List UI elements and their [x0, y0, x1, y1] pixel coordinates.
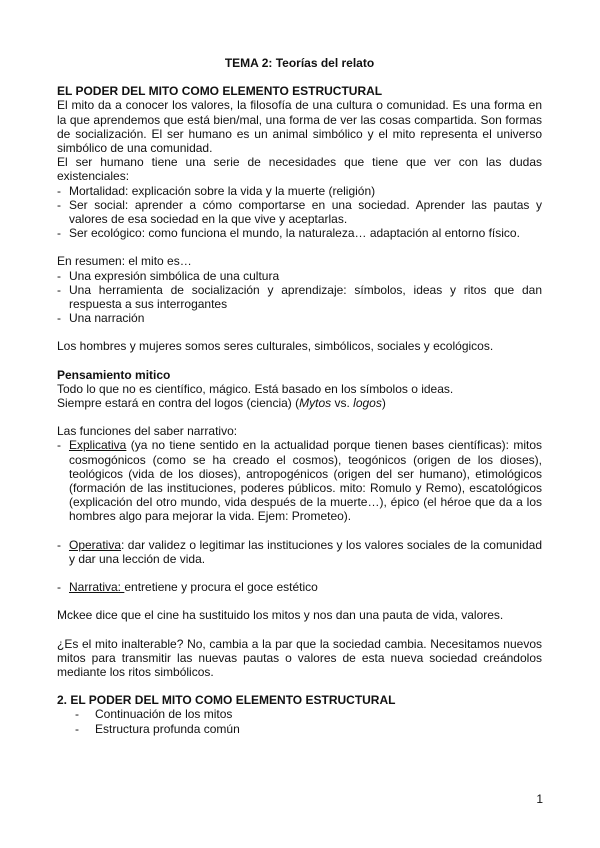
- section-heading: 2. EL PODER DEL MITO COMO ELEMENTO ESTRUCTURAL: [57, 693, 396, 708]
- summary-list: [57, 269, 542, 326]
- list-item: - Ser ecológico: como funciona el mundo, la naturaleza… adaptación al entorno físico.: [57, 226, 542, 240]
- subsection-heading: Pensamiento mitico: [57, 367, 171, 382]
- list-item: - Mortalidad: explicación sobre la vida y la muerte (religión): [57, 184, 542, 198]
- paragraph: Todo lo que no es científico, mágico. Está basado en los símbolos o ideas.: [57, 381, 454, 396]
- list-item: - Explicativa (ya no tiene sentido en la actualidad porque tienen bases científicas): mitos cosmogónicos (como se ha creado el cosmos), teogónicos (origen de los dioses), teológicos (vida de los dioses), antropogénicos (origen del ser humano), etimológicos (formación de las instituciones, poderes públicos. mito: Romulo y Remo), escatológicos (explicación del otro mundo, vida después de la muerte…), épico (el héroe que da a los hombres algo para mejorar la vida. Ejem: Prometeo).: [57, 438, 542, 523]
- paragraph: ¿Es el mito inalterable? No, cambia a la par que la sociedad cambia. Necesitamos nuevos mitos para transmitir las nuevas pautas o valores de esta nueva sociedad creándolos mediante los ritos simbólicos.: [57, 636, 542, 679]
- list-item: - Una herramienta de socialización y aprendizaje: símbolos, ideas y ritos que dan respuesta a sus interrogantes: [57, 283, 542, 311]
- paragraph: Las funciones del saber narrativo:: [57, 424, 238, 439]
- list-item: - Ser social: aprender a cómo comportarse en una sociedad. Aprender las pautas y valores de esa sociedad en la que vive y aceptarlas.: [57, 198, 542, 226]
- functions-list: [57, 438, 542, 523]
- paragraph: Siempre estará en contra del logos (ciencia) (Mytos vs. logos): [57, 396, 386, 411]
- document-title: TEMA 2: Teorías del relato: [224, 56, 375, 70]
- paragraph: En resumen: el mito es…: [57, 254, 192, 269]
- document-page: [57, 56, 542, 736]
- needs-list: [57, 184, 542, 241]
- section2-list: [57, 707, 542, 735]
- section-heading: EL PODER DEL MITO COMO ELEMENTO ESTRUCTURAL: [57, 84, 383, 99]
- paragraph: El ser humano tiene una serie de necesidades que tiene que ver con las dudas existenciales:: [57, 155, 542, 184]
- list-item: - Una expresión simbólica de una cultura: [57, 269, 542, 283]
- paragraph: El mito da a conocer los valores, la filosofía de una cultura o comunidad. Es una forma en la que aprendemos que está bien/mal, una forma de ver las cosas compartida. Son formas de socialización. El ser humano es un animal simbólico y el mito representa el universo simbólico de una comunidad.: [57, 98, 542, 156]
- list-item: - Operativa: dar validez o legitimar las instituciones y los valores sociales de la comunidad y dar una lección de vida.: [57, 538, 542, 566]
- paragraph: Los hombres y mujeres somos seres culturales, simbólicos, sociales y ecológicos.: [57, 339, 494, 354]
- page-number: 1: [536, 792, 543, 806]
- list-item: - Continuación de los mitos: [57, 707, 542, 721]
- list-item: - Narrativa: entretiene y procura el goce estético: [57, 580, 542, 594]
- list-item: - Una narración: [57, 311, 542, 325]
- list-item: - Estructura profunda común: [57, 722, 542, 736]
- paragraph: Mckee dice que el cine ha sustituido los mitos y nos dan una pauta de vida, valores.: [57, 608, 504, 623]
